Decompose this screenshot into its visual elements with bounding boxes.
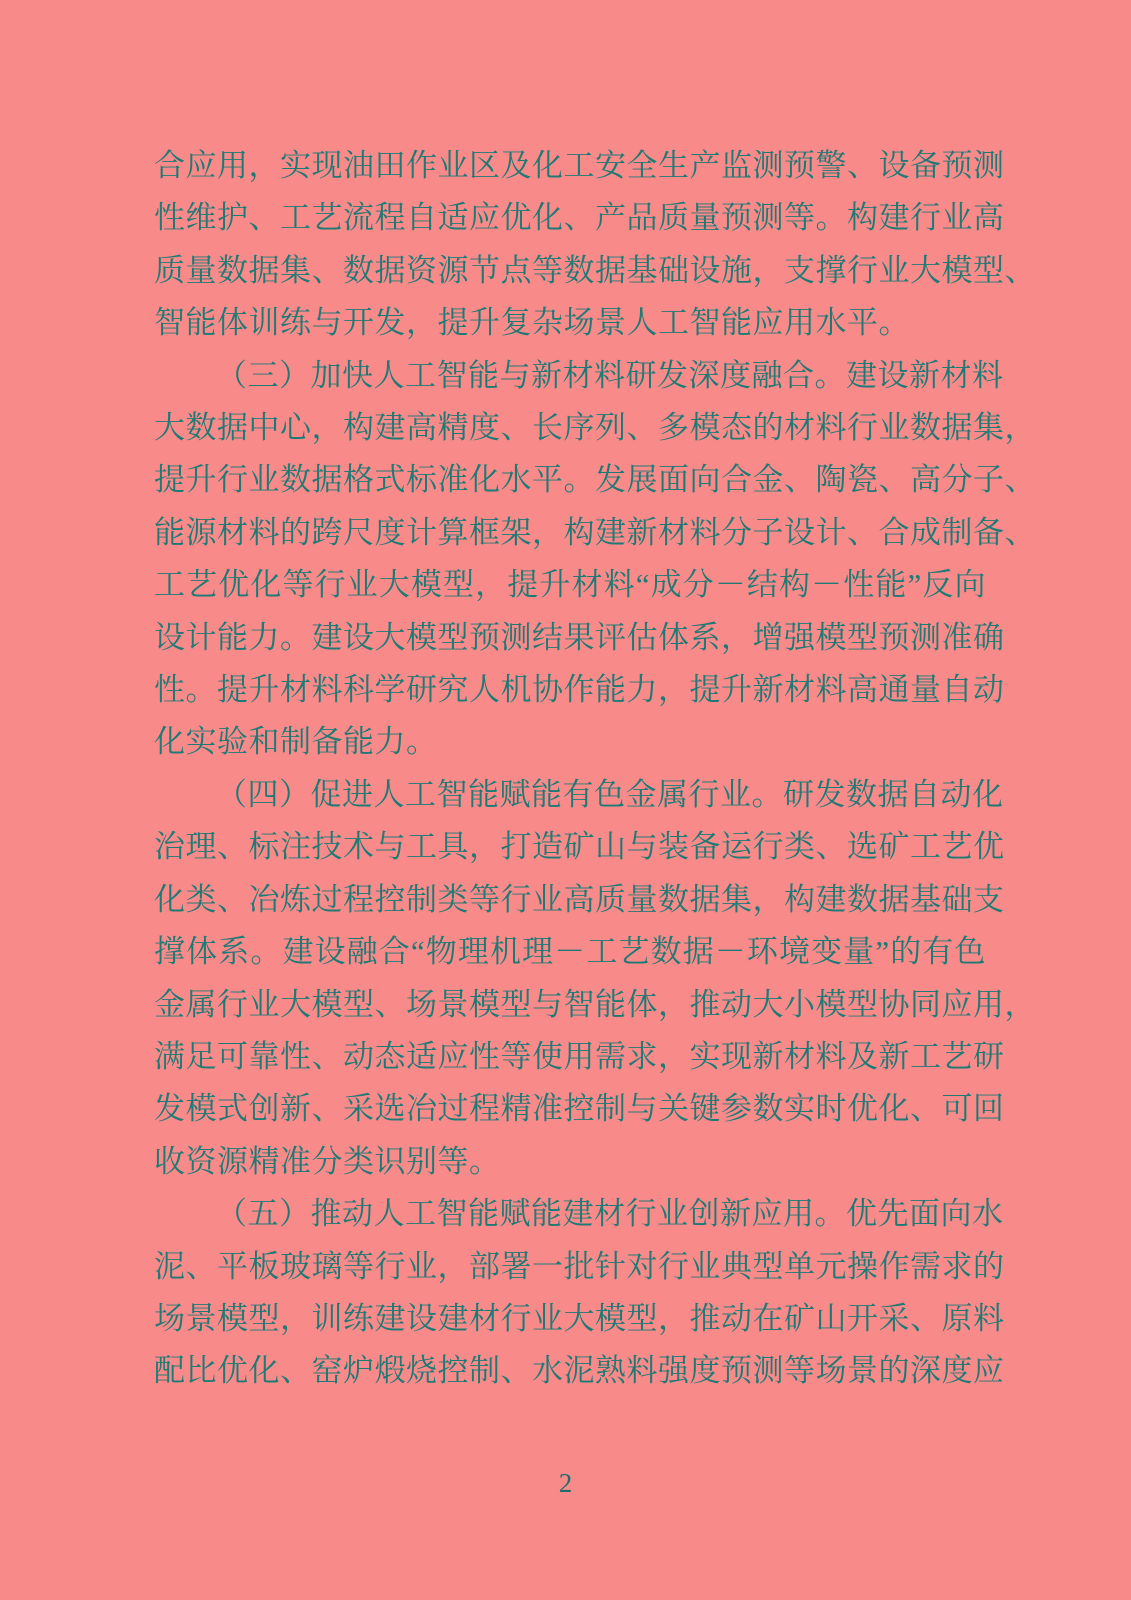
- text-line: 设计能力。建设大模型预测结果评估体系，增强模型预测准确: [154, 619, 1005, 655]
- page-number: 2: [558, 1468, 573, 1498]
- text-line: 撑体系。建设融合“物理机理－工艺数据－环境变量”的有色: [154, 934, 986, 970]
- text-line-paragraph-5-start: （五）推动人工智能赋能建材行业创新应用。优先面向水: [216, 1196, 1004, 1232]
- document-text: [154, 140, 1036, 1398]
- text-line: 质量数据集、数据资源节点等数据基础设施，支撑行业大模型、: [154, 252, 1036, 288]
- text-line: 满足可靠性、动态适应性等使用需求，实现新材料及新工艺研: [154, 1038, 1005, 1074]
- text-line: 化实验和制备能力。: [154, 724, 438, 760]
- text-line: 化类、冶炼过程控制类等行业高质量数据集，构建数据基础支: [154, 881, 1005, 917]
- text-line: 性维护、工艺流程自适应优化、产品质量预测等。构建行业高: [154, 200, 1005, 236]
- text-line: 泥、平板玻璃等行业，部署一批针对行业典型单元操作需求的: [154, 1248, 1005, 1284]
- text-line: 治理、标注技术与工具，打造矿山与装备运行类、选矿工艺优: [154, 829, 1005, 865]
- text-line: 场景模型，训练建设建材行业大模型，推动在矿山开采、原料: [154, 1300, 1005, 1336]
- text-line: 大数据中心，构建高精度、长序列、多模态的材料行业数据集，: [154, 410, 1036, 446]
- text-line: 配比优化、窑炉煅烧控制、水泥熟料强度预测等场景的深度应: [154, 1353, 1005, 1389]
- text-line: 性。提升材料科学研究人机协作能力，提升新材料高通量自动: [154, 672, 1005, 708]
- text-line: 金属行业大模型、场景模型与智能体，推动大小模型协同应用，: [154, 986, 1036, 1022]
- text-line: 合应用，实现油田作业区及化工安全生产监测预警、设备预测: [154, 148, 1005, 183]
- text-line-paragraph-4-start: （四）促进人工智能赋能有色金属行业。研发数据自动化: [216, 776, 1004, 812]
- text-line: 提升行业数据格式标准化水平。发展面向合金、陶瓷、高分子、: [154, 462, 1036, 498]
- text-line: 发模式创新、采选冶过程精准控制与关键参数实时优化、可回: [154, 1091, 1005, 1127]
- text-line: 工艺优化等行业大模型，提升材料“成分－结构－性能”反向: [154, 567, 986, 603]
- text-line: 智能体训练与开发，提升复杂场景人工智能应用水平。: [154, 305, 910, 341]
- text-line: 收资源精准分类识别等。: [154, 1143, 501, 1179]
- text-line-paragraph-3-start: （三）加快人工智能与新材料研发深度融合。建设新材料: [216, 357, 1004, 393]
- text-line: 能源材料的跨尺度计算框架，构建新材料分子设计、合成制备、: [154, 514, 1036, 550]
